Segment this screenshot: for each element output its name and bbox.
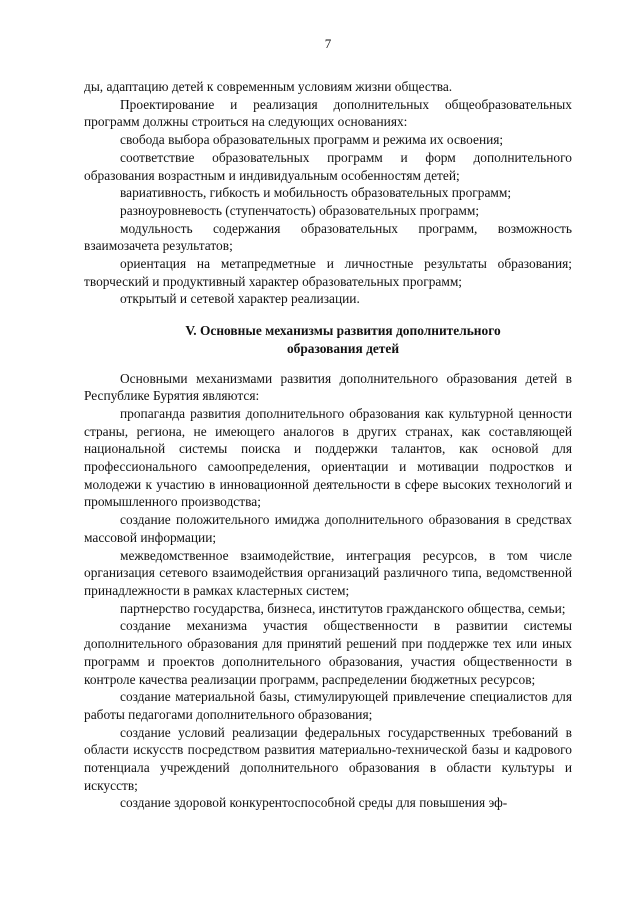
paragraph: Основными механизмами развития дополнительного образования детей в Республике Бурятия являются:	[84, 370, 572, 404]
paragraph: разноуровневость (ступенчатость) образовательных программ;	[120, 202, 480, 218]
paragraph: модульность содержания образовательных программ, возможность взаимозачета результатов;	[84, 220, 572, 254]
document-page	[84, 0, 572, 905]
paragraph: создание положительного имиджа дополнительного образования в средствах массовой информации;	[84, 512, 572, 545]
section-heading-line-2: образования детей	[286, 340, 400, 356]
paragraph: создание материальной базы, стимулирующей привлечение специалистов для работы педагогами дополнительного образования;	[84, 689, 572, 722]
paragraph: пропаганда развития дополнительного образования как культурной ценности страны, региона, не имеющего аналогов в других странах, как составляющей национальной системы поиска и поддержки талантов, как основой для профессионального самоопределения, ориентации и мотивации подростков и молодежи к участию в инновационной деятельности в сфере высоких технологий и промышленного производства;	[84, 405, 572, 510]
paragraph: свобода выбора образовательных программ и режима их освоения;	[120, 132, 504, 148]
page-number: 7	[324, 36, 332, 51]
paragraph: создание механизма участия общественности в развитии системы дополнительного образования для принятий решений при поддержке тех или иных программ и проектов дополнительного образования, участия общественности в контроле качества реализации программ, распределении бюджетных ресурсов;	[84, 618, 572, 687]
paragraph: Проектирование и реализация дополнительных общеобразовательных программ должны строиться на следующих основаниях:	[84, 96, 572, 130]
paragraph: открытый и сетевой характер реализации.	[120, 291, 360, 307]
paragraph: соответствие образовательных программ и форм дополнительного образования возрастным и индивидуальным особенностям детей;	[84, 149, 572, 183]
paragraph: вариативность, гибкость и мобильность образовательных программ;	[120, 185, 512, 201]
paragraph: создание здоровой конкурентоспособной среды для повышения эф-	[120, 795, 508, 811]
paragraph: межведомственное взаимодействие, интеграция ресурсов, в том числе организация сетевого взаимодействия организаций различного типа, ведомственной принадлежности в рамках кластерных систем;	[84, 547, 572, 598]
document-body	[84, 78, 572, 812]
paragraph: партнерство государства, бизнеса, институтов гражданского общества, семьи;	[120, 600, 566, 616]
section-heading-line-1: V. Основные механизмы развития дополнительного	[185, 323, 501, 339]
paragraph: ды, адаптацию детей к современным условиям жизни общества.	[84, 79, 453, 94]
mechanisms-section	[84, 370, 572, 813]
principles-section	[84, 78, 572, 308]
section-heading	[84, 322, 572, 357]
paragraph: ориентация на метапредметные и личностные результаты образования; творческий и продуктивный характер образовательных программ;	[84, 256, 572, 289]
paragraph: создание условий реализации федеральных государственных требований в области искусств посредством развития материально-технической базы и кадрового потенциала учреждений дополнительного образования в области культуры и искусств;	[84, 724, 572, 793]
